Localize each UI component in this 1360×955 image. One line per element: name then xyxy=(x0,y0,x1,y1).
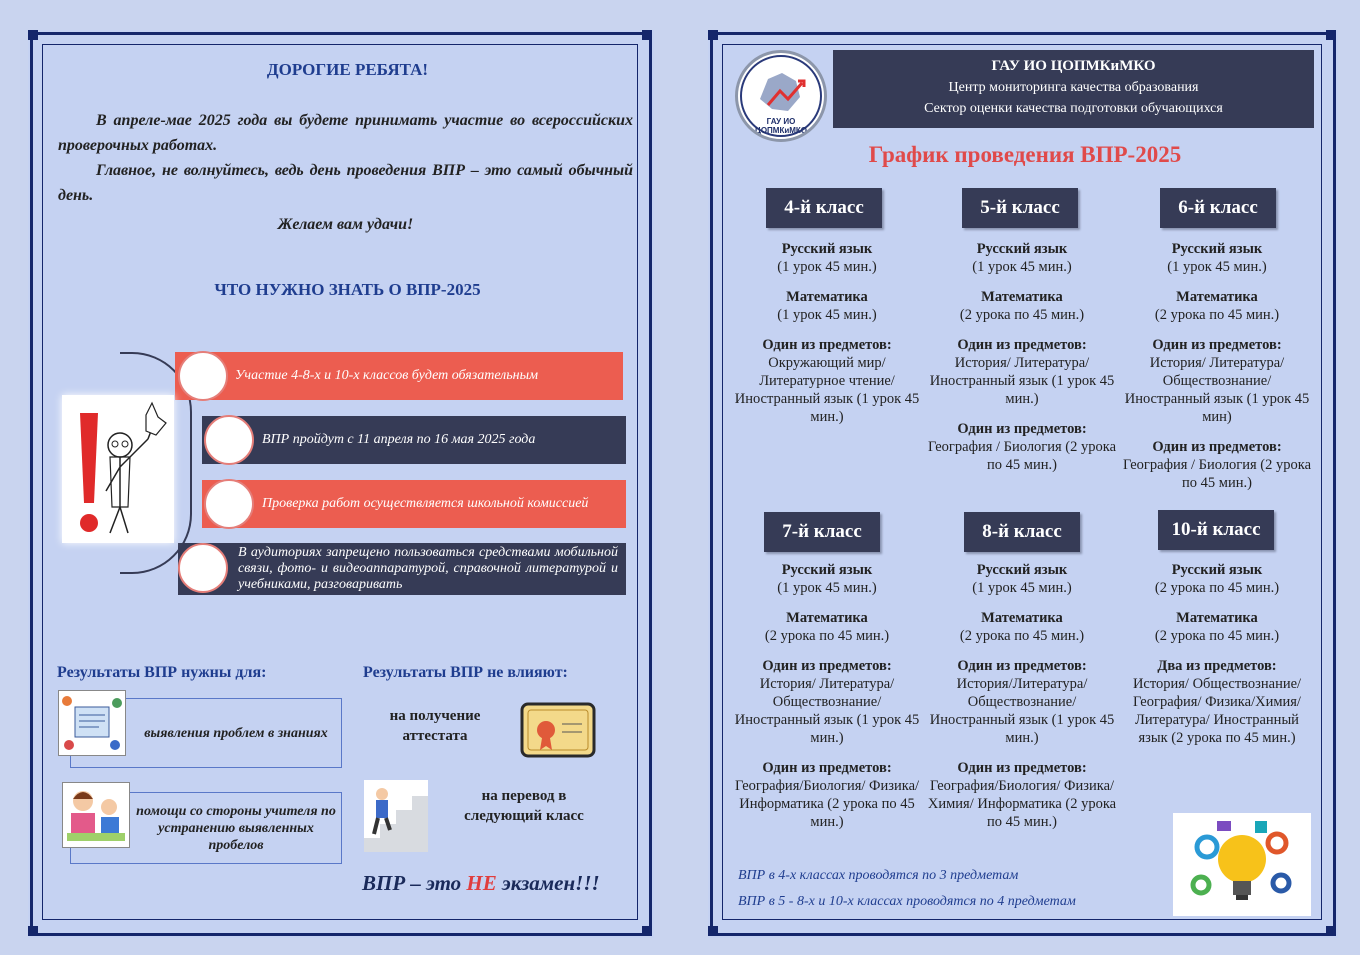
know-title: ЧТО НУЖНО ЗНАТЬ О ВПР-2025 xyxy=(214,280,481,299)
org-sector: Сектор оценки качества подготовки обучающихся xyxy=(924,101,1223,116)
subject-detail: (2 урока по 45 мин.) xyxy=(1154,307,1280,323)
subject-name: Один из предметов: xyxy=(957,760,1087,776)
wish-text: Желаем вам удачи! xyxy=(277,216,414,233)
subject-detail: География / Биология (2 урока по 45 мин.) xyxy=(927,439,1117,473)
subject-name: Один из предметов: xyxy=(1152,337,1282,353)
grade-4-subjects xyxy=(732,240,922,426)
slogan-post: экзамен!!! xyxy=(496,871,600,895)
subject-detail: (2 урока по 45 мин.) xyxy=(764,628,890,644)
corner xyxy=(28,926,38,936)
subject-detail: История/ Литература/ Обществознание/ Иностранный язык (1 урок 45 мин.) xyxy=(734,676,920,746)
grade-tab-5: 5-й класс xyxy=(962,188,1078,228)
corner xyxy=(1326,30,1336,40)
subject-name: Один из предметов: xyxy=(957,421,1087,437)
corner xyxy=(1326,926,1336,936)
subject-detail: (2 урока по 45 мин.) xyxy=(1154,580,1280,596)
note-other-grades: ВПР в 5 - 8-х и 10-х классах проводятся по 4 предметам xyxy=(738,894,1076,909)
fact-2-text: ВПР пройдут с 11 апреля по 16 мая 2025 года xyxy=(262,432,536,447)
org-header xyxy=(833,50,1314,128)
org-center: Центр мониторинга качества образования xyxy=(948,80,1199,95)
results-not-title: Результаты ВПР не влияют: xyxy=(363,664,568,681)
org-logo-text: ГАУ ИО ЦОПМКиМКО xyxy=(754,117,808,135)
fact-4-text: В аудиториях запрещено пользоваться средствами мобильной связи, фото- и видеоаппаратурой, справочной литературой и учебниками, разговаривать xyxy=(238,545,618,592)
fact-1-marker xyxy=(178,351,228,401)
subject-name: Один из предметов: xyxy=(1152,439,1282,455)
grade-6-subjects xyxy=(1122,240,1312,492)
results-needed-2-text: помощи со стороны учителя по устранению выявленных пробелов xyxy=(136,803,336,853)
fact-3-text: Проверка работ осуществляется школьной комиссией xyxy=(262,496,589,511)
subject-detail: (1 урок 45 мин.) xyxy=(777,259,877,275)
subject-name: Математика xyxy=(981,610,1063,626)
subject-detail: География/Биология/ Физика/Информатика (2 урока по 45 мин.) xyxy=(734,778,920,830)
fact-2-marker xyxy=(204,415,254,465)
fact-1 xyxy=(175,352,623,400)
grade-8-subjects xyxy=(927,561,1117,831)
subject-name: Русский язык xyxy=(976,562,1068,578)
slogan-pre: ВПР – это xyxy=(362,871,467,895)
greeting-paragraph-1 xyxy=(58,108,633,158)
slogan xyxy=(362,871,600,896)
certificate-icon xyxy=(520,702,596,758)
greeting-paragraph-2 xyxy=(58,158,633,208)
subject-name: Один из предметов: xyxy=(762,337,892,353)
subject-name: Русский язык xyxy=(781,241,873,257)
stairs-person-icon xyxy=(364,780,428,852)
grade-7-subjects xyxy=(732,561,922,831)
subject-name: Один из предметов: xyxy=(957,337,1087,353)
fact-1-text: Участие 4-8-х и 10-х классов будет обязательным xyxy=(235,368,539,383)
fact-4-marker xyxy=(178,543,228,593)
grade-5-subjects xyxy=(927,240,1117,474)
exclamation-person-icon xyxy=(62,395,174,543)
subject-name: Математика xyxy=(981,289,1063,305)
fact-3 xyxy=(202,480,626,528)
grade-10-subjects xyxy=(1122,561,1312,747)
knowledge-picture xyxy=(58,690,126,756)
subject-detail: География / Биология (2 урока по 45 мин.) xyxy=(1122,457,1312,491)
subject-detail: Окружающий мир/ Литературное чтение/ Иностранный язык (1 урок 45 мин.) xyxy=(734,355,920,425)
subject-detail: (1 урок 45 мин.) xyxy=(777,307,877,323)
teacher-student-icon xyxy=(63,783,129,847)
subject-name: Один из предметов: xyxy=(762,658,892,674)
grade-tab-8: 8-й класс xyxy=(964,512,1080,552)
subject-name: Математика xyxy=(1176,289,1258,305)
knowledge-icon xyxy=(59,691,125,755)
subject-name: Математика xyxy=(786,610,868,626)
subject-name: Один из предметов: xyxy=(762,760,892,776)
corner xyxy=(642,926,652,936)
grade-tab-7: 7-й класс xyxy=(764,512,880,552)
subject-name: Один из предметов: xyxy=(957,658,1087,674)
stairs-picture xyxy=(364,780,428,852)
subject-detail: (2 урока по 45 мин.) xyxy=(959,628,1085,644)
subject-detail: (2 урока по 45 мин.) xyxy=(1154,628,1280,644)
subject-detail: История/ Литература/ Обществознание/ Иностранный язык (1 урок 45 мин) xyxy=(1124,355,1310,425)
greeting-text-1: В апреле-мае 2025 года вы будете принимать участие во всероссийских проверочных работах. xyxy=(58,112,633,154)
results-needed-1-text: выявления проблем в знаниях xyxy=(144,725,328,741)
no-affect-certificate: на получение аттестата xyxy=(389,708,481,744)
subject-detail: (1 урок 45 мин.) xyxy=(972,580,1072,596)
no-affect-transfer: на перевод в следующий класс xyxy=(464,788,584,824)
subject-detail: География/Биология/ Физика/Химия/ Информатика (2 урока по 45 мин.) xyxy=(927,778,1117,830)
subject-name: Два из предметов: xyxy=(1157,658,1277,674)
subject-detail: (1 урок 45 мин.) xyxy=(1167,259,1267,275)
fact-2 xyxy=(202,416,626,464)
corner xyxy=(708,30,718,40)
grade-tab-10: 10-й класс xyxy=(1158,510,1274,550)
subject-name: Русский язык xyxy=(976,241,1068,257)
subject-detail: История/Литература/ Обществознание/ Иностранный язык (1 урок 45 мин.) xyxy=(929,676,1115,746)
exclamation-illustration xyxy=(62,395,174,543)
org-logo xyxy=(735,50,827,142)
corner xyxy=(28,30,38,40)
lightbulb-picture xyxy=(1173,813,1311,916)
corner xyxy=(708,926,718,936)
org-name: ГАУ ИО ЦОПМКиМКО xyxy=(991,58,1156,74)
schedule-title: График проведения ВПР-2025 xyxy=(868,142,1182,167)
corner xyxy=(642,30,652,40)
subject-name: Русский язык xyxy=(1171,562,1263,578)
subject-name: Русский язык xyxy=(1171,241,1263,257)
certificate-picture xyxy=(520,702,596,758)
grade-tab-4: 4-й класс xyxy=(766,188,882,228)
subject-detail: (2 урока по 45 мин.) xyxy=(959,307,1085,323)
greeting-text-2: Главное, не волнуйтесь, ведь день проведения ВПР – это самый обычный день. xyxy=(58,162,633,204)
subject-detail: (1 урок 45 мин.) xyxy=(777,580,877,596)
subject-detail: История/ Литература/ Иностранный язык (1 урок 45 мин.) xyxy=(929,355,1115,407)
fact-3-marker xyxy=(204,479,254,529)
subject-detail: (1 урок 45 мин.) xyxy=(972,259,1072,275)
grade-tab-6: 6-й класс xyxy=(1160,188,1276,228)
fact-4 xyxy=(178,543,626,595)
note-4th-grade: ВПР в 4-х классах проводятся по 3 предметам xyxy=(738,868,1019,883)
slogan-ne: НЕ xyxy=(466,871,497,895)
subject-detail: История/ Обществознание/ География/ Физика/Химия/ Литература/ Иностранный язык (2 урока по 45 мин.) xyxy=(1132,676,1302,746)
results-needed-title: Результаты ВПР нужны для: xyxy=(57,664,267,681)
teacher-picture xyxy=(62,782,130,848)
subject-name: Математика xyxy=(786,289,868,305)
greeting-title: ДОРОГИЕ РЕБЯТА! xyxy=(266,60,429,79)
lightbulb-gears-icon xyxy=(1173,813,1311,916)
subject-name: Русский язык xyxy=(781,562,873,578)
subject-name: Математика xyxy=(1176,610,1258,626)
